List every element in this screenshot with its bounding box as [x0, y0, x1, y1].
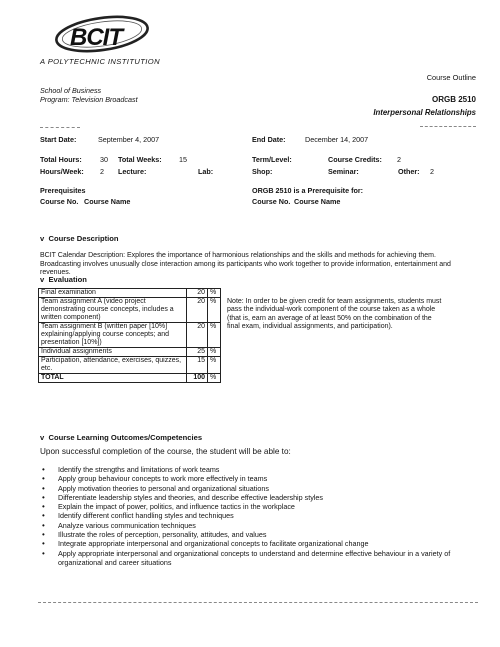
outcome-item: • Apply appropriate interpersonal and organizational concepts to understand and determine effective behaviour in a variety of organizational and career situations — [40, 549, 470, 568]
outcome-item: • Explain the impact of power, politics, and influence tactics in the workplace — [40, 502, 470, 511]
total-hours-value: 30 — [100, 155, 108, 164]
other-value: 2 — [430, 167, 434, 176]
prereq-for-course-name: Course Name — [294, 197, 341, 206]
prereq-course-name: Course Name — [84, 197, 131, 206]
outcome-item: • Identify different conflict handling styles and techniques — [40, 511, 470, 520]
evaluation-percent: 25 — [187, 348, 208, 357]
doc-type: Course Outline — [426, 73, 476, 82]
course-description-text: BCIT Calendar Description: Explores the importance of harmonious relationships and the skills and methods for achieving them. Broadcasting involves unusually close interaction among its participants who work together to provide information, entertainment and revenues. — [40, 252, 451, 277]
term-level-label: Term/Level: — [252, 155, 292, 164]
divider — [40, 127, 80, 128]
section-marker: v — [40, 275, 45, 284]
evaluation-percent: 20 — [187, 298, 208, 323]
bcit-logo — [44, 12, 152, 58]
evaluation-percent: 20 — [187, 289, 208, 298]
evaluation-percent: 15 — [187, 357, 208, 374]
total-weeks-value: 15 — [179, 155, 187, 164]
seminar-label: Seminar: — [328, 167, 359, 176]
percent-sign: % — [208, 374, 221, 383]
total-weeks-label: Total Weeks: — [118, 155, 162, 164]
other-label: Other: — [398, 167, 420, 176]
total-hours-label: Total Hours: — [40, 155, 82, 164]
course-credits-value: 2 — [397, 155, 401, 164]
outcomes-title: Course Learning Outcomes/Competencies — [48, 433, 203, 442]
school-name: School of Business — [40, 86, 102, 95]
section-marker: v — [40, 433, 45, 442]
evaluation-percent: 20 — [187, 323, 208, 348]
end-date-value: December 14, 2007 — [305, 135, 369, 144]
logo-text: BCIT — [70, 24, 122, 51]
lecture-label: Lecture: — [118, 167, 147, 176]
percent-sign: % — [208, 357, 221, 374]
start-date-label: Start Date: — [40, 135, 77, 144]
outcome-item: • Illustrate the roles of perception, personality, attitudes, and values — [40, 530, 470, 539]
outcomes-intro: Upon successful completion of the course, the student will be able to: — [40, 447, 291, 456]
start-date-value: September 4, 2007 — [98, 135, 160, 144]
footer-divider — [38, 602, 478, 603]
hours-week-value: 2 — [100, 167, 104, 176]
section-marker: v — [40, 234, 45, 243]
outcome-item: • Apply group behaviour concepts to work more effectively in teams — [40, 474, 470, 483]
divider — [420, 126, 476, 127]
percent-sign: % — [208, 323, 221, 348]
evaluation-row-final-exam — [39, 289, 448, 298]
prereq-course-no: Course No. — [40, 197, 79, 206]
evaluation-item: Team assignment A (video project demonstrating course concepts, includes a written component) — [39, 298, 187, 323]
prerequisite-for-title: ORGB 2510 is a Prerequisite for: — [252, 186, 364, 195]
evaluation-note: Note: In order to be given credit for team assignments, students must pass the individual-work component of the course taken as a whole (that is, earn an average of at least 50% on the combination of the final exam, individual assignments, and participation). — [227, 297, 442, 331]
evaluation-table — [38, 288, 447, 383]
lab-label: Lab: — [198, 167, 214, 176]
tagline: A POLYTECHNIC INSTITUTION — [40, 57, 160, 66]
course-code: ORGB 2510 — [431, 95, 476, 104]
program-name: Program: Television Broadcast — [40, 95, 138, 104]
end-date-label: End Date: — [252, 135, 286, 144]
outcome-item: • Integrate appropriate interpersonal and organizational concepts to facilitate organizational change — [40, 539, 470, 548]
prerequisites-title: Prerequisites — [40, 186, 86, 195]
evaluation-title: Evaluation — [48, 275, 87, 284]
evaluation-item: Individual assignments — [39, 348, 187, 357]
prereq-for-course-no: Course No. — [252, 197, 291, 206]
evaluation-item: Team assignment B (written paper [10%] explaining/applying course concepts; and presentation [10%]) — [39, 323, 187, 348]
outcomes-list — [40, 465, 470, 567]
evaluation-total-label: TOTAL — [39, 374, 187, 383]
evaluation-total-percent: 100 — [187, 374, 208, 383]
evaluation-item: Final examination — [39, 289, 187, 298]
course-description-heading — [40, 234, 119, 243]
course-description-title: Course Description — [48, 234, 119, 243]
outcome-item: • Differentiate leadership styles and theories, and describe effective leadership styles — [40, 493, 470, 502]
course-credits-label: Course Credits: — [328, 155, 382, 164]
evaluation-item: Participation, attendance, exercises, quizzes, etc. — [39, 357, 187, 374]
percent-sign: % — [208, 289, 221, 298]
outcome-item: • Identify the strengths and limitations of work teams — [40, 465, 470, 474]
shop-label: Shop: — [252, 167, 273, 176]
evaluation-heading — [40, 275, 87, 284]
course-title: Interpersonal Relationships — [373, 108, 476, 117]
outcomes-heading — [40, 433, 202, 442]
outcome-item: • Apply motivation theories to personal and organizational situations — [40, 484, 470, 493]
hours-week-label: Hours/Week: — [40, 167, 84, 176]
evaluation-notes-cell — [221, 289, 448, 383]
percent-sign: % — [208, 348, 221, 357]
percent-sign: % — [208, 298, 221, 323]
outcome-item: • Analyze various communication techniques — [40, 521, 470, 530]
